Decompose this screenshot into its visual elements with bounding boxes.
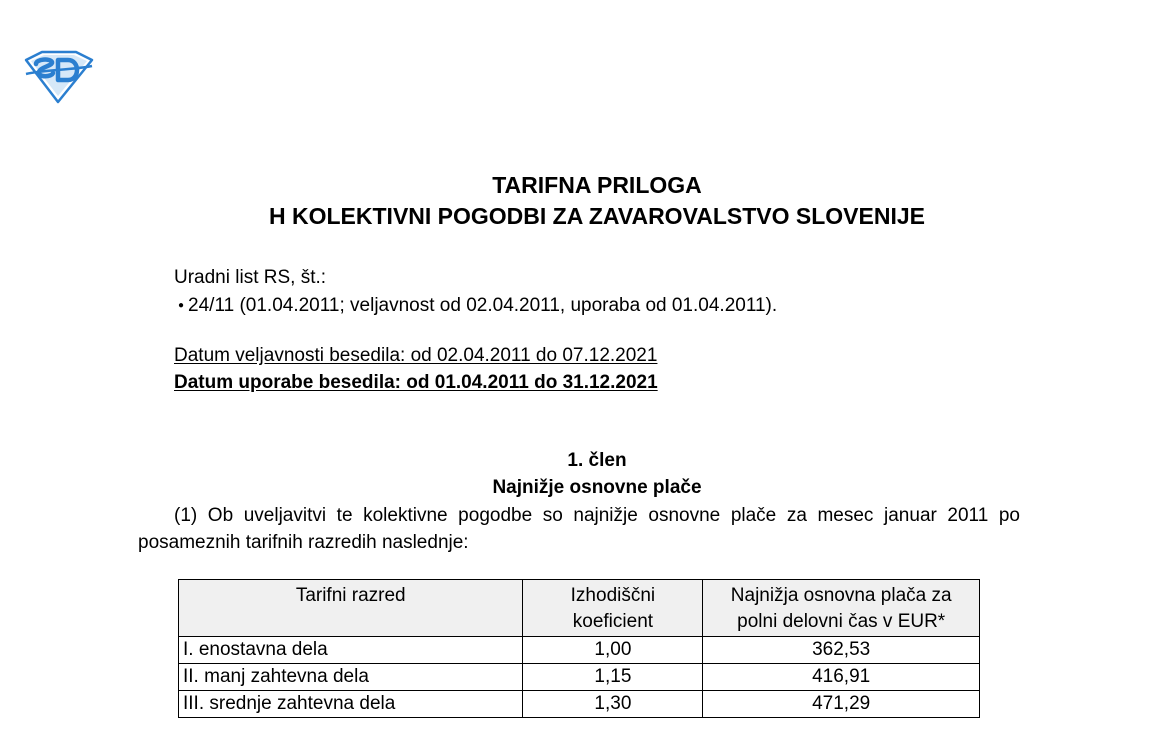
table-cell: 1,15 bbox=[523, 664, 703, 691]
bullet-icon: ● bbox=[178, 300, 185, 311]
table-cell: 1,30 bbox=[523, 691, 703, 718]
table-cell: 362,53 bbox=[703, 637, 980, 664]
header-tariff-class: Tarifni razred bbox=[179, 580, 523, 637]
article-paragraph: (1) Ob uveljavitvi te kolektivne pogodbe so najnižje osnovne plače za mesec januar 2011 po posameznih tarifnih razredih naslednje: bbox=[138, 505, 1020, 553]
tariff-table bbox=[178, 579, 980, 718]
table-cell: 1,00 bbox=[523, 637, 703, 664]
table-cell: 471,29 bbox=[703, 691, 980, 718]
document-title bbox=[0, 170, 1157, 232]
validity-date: Datum veljavnosti besedila: od 02.04.2011 do 07.12.2021 bbox=[174, 345, 658, 366]
official-gazette-block bbox=[174, 264, 777, 320]
table-row bbox=[179, 691, 980, 718]
article-heading: Najnižje osnovne plače bbox=[492, 477, 702, 498]
table-cell: I. enostavna dela bbox=[179, 637, 523, 664]
sd-shield-logo-icon bbox=[22, 48, 96, 104]
dates-block bbox=[174, 342, 658, 396]
title-line-1: TARIFNA PRILOGA bbox=[492, 172, 702, 198]
table-cell: III. srednje zahtevna dela bbox=[179, 691, 523, 718]
official-gazette-entry bbox=[174, 292, 777, 320]
table-row bbox=[179, 664, 980, 691]
header-min-salary: Najnižja osnovna plača za polni delovni čas v EUR* bbox=[703, 580, 980, 637]
article-number: 1. člen bbox=[567, 450, 627, 471]
table-row bbox=[179, 637, 980, 664]
official-gazette-label: Uradni list RS, št.: bbox=[174, 267, 327, 288]
table-cell: 416,91 bbox=[703, 664, 980, 691]
application-date: Datum uporabe besedila: od 01.04.2011 do 31.12.2021 bbox=[174, 372, 658, 393]
official-gazette-entry-text: 24/11 (01.04.2011; veljavnost od 02.04.2011, uporaba od 01.04.2011). bbox=[188, 295, 778, 316]
table-cell: II. manj zahtevna dela bbox=[179, 664, 523, 691]
table-header-row bbox=[179, 580, 980, 637]
header-coefficient: Izhodiščni koeficient bbox=[523, 580, 703, 637]
title-line-2: H KOLEKTIVNI POGODBI ZA ZAVAROVALSTVO SLOVENIJE bbox=[269, 203, 925, 229]
